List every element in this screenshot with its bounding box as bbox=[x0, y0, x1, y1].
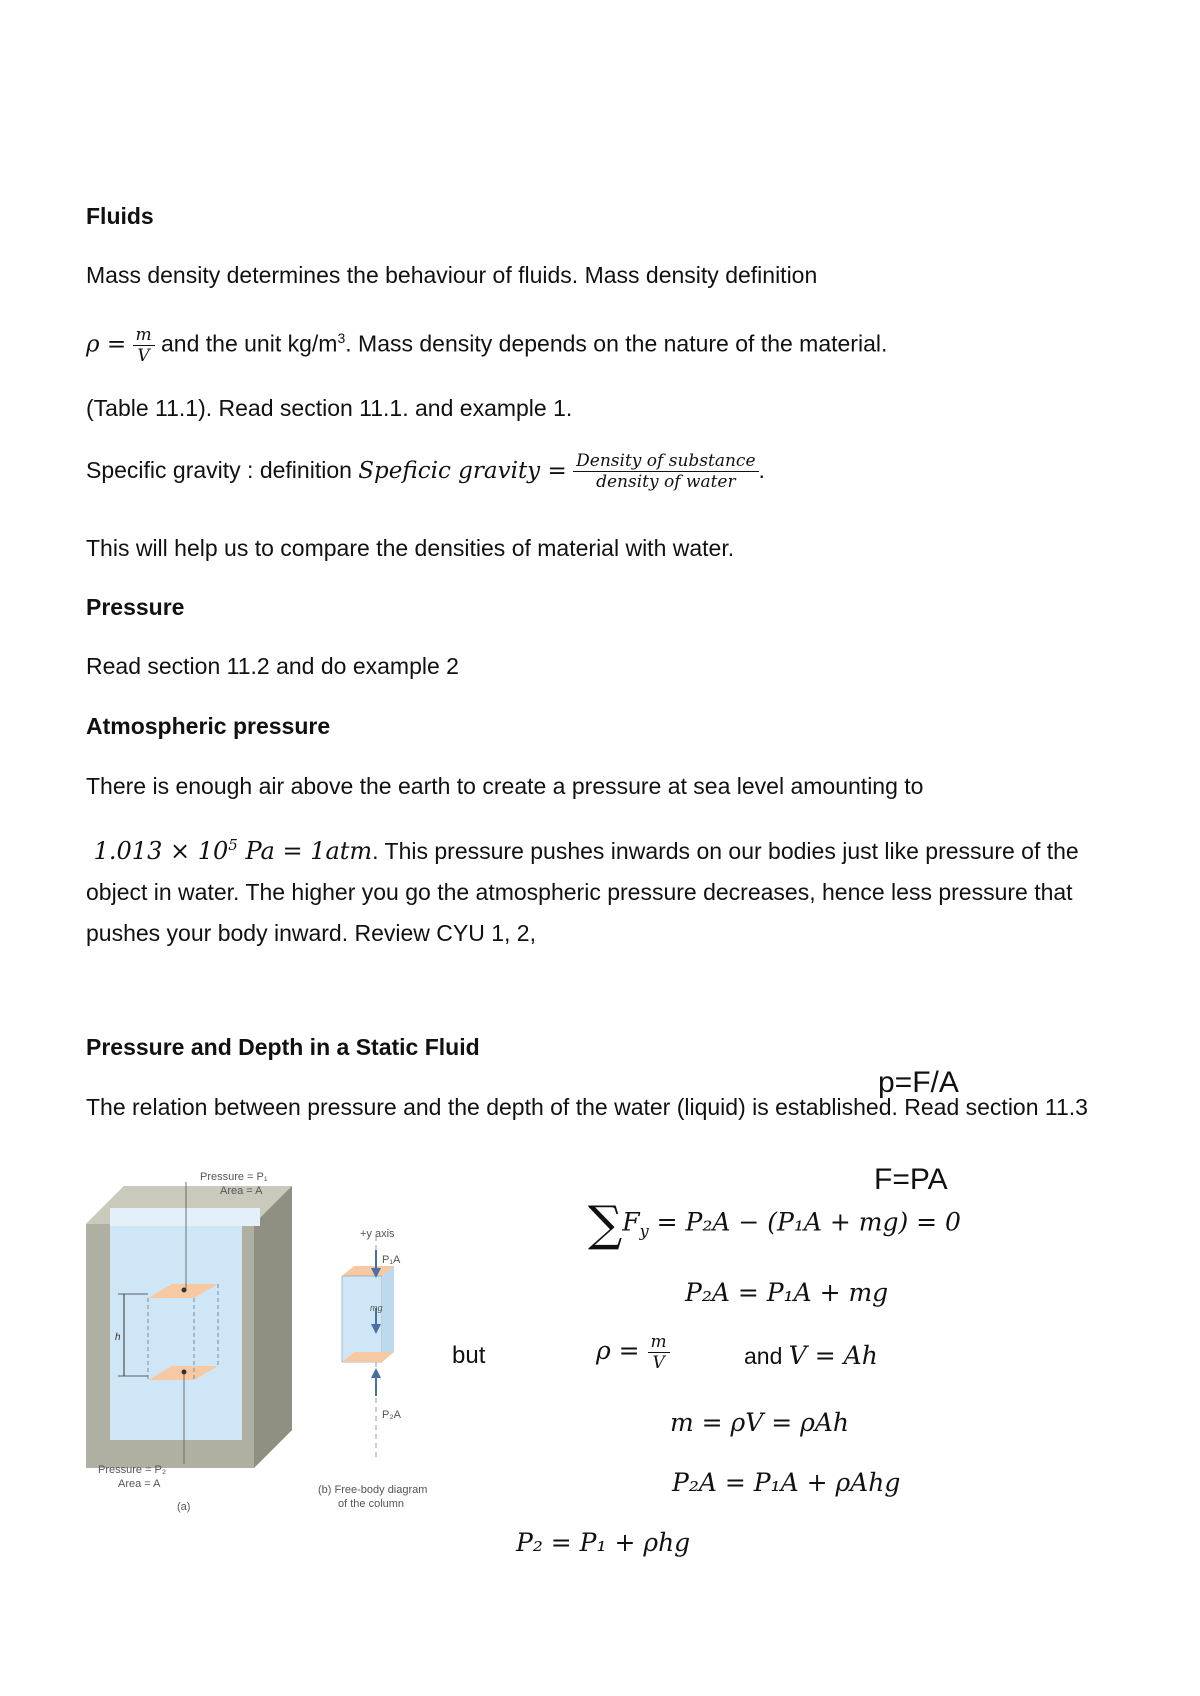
equation-mass: m = ρV = ρAh bbox=[670, 1408, 849, 1437]
heading-pressure-depth: Pressure and Depth in a Static Fluid bbox=[86, 1034, 480, 1060]
density-numerator: m bbox=[133, 325, 155, 346]
specific-gravity-numerator: Density of substance bbox=[573, 451, 758, 472]
paragraph-depth: The relation between pressure and the depth of the water (liquid) is established. Read section 11.3 bbox=[86, 1094, 1088, 1120]
fbd-axis-label: +y axis bbox=[360, 1228, 395, 1240]
fbd-force-top: P₁A bbox=[382, 1254, 401, 1266]
paragraph-atmospheric-1: There is enough air above the earth to create a pressure at sea level amounting to bbox=[86, 773, 924, 799]
water-inner-opening bbox=[110, 1208, 260, 1226]
water-body bbox=[110, 1224, 242, 1440]
container-wall-right bbox=[254, 1186, 292, 1468]
heading-fluids: Fluids bbox=[86, 203, 154, 229]
sum-symbol: ∑ bbox=[588, 1196, 623, 1252]
fbd-force-mg: mg bbox=[370, 1303, 383, 1313]
figure-top-pressure-label: Pressure = P₁ bbox=[200, 1171, 268, 1183]
figure-fluid-column bbox=[80, 1168, 300, 1473]
label-but: but bbox=[452, 1342, 486, 1369]
note-p-equals-f-over-a: p=F/A bbox=[878, 1066, 959, 1099]
equation-rho: ρ = $\frac{m}{V}$ bbox=[596, 1332, 670, 1373]
figure-free-body-diagram bbox=[336, 1228, 416, 1468]
equation-p2a-rho: P₂A = P₁A + ρAhg bbox=[672, 1468, 901, 1497]
equation-sum-forces: $\sum F_y = P_2A - (P_1A + mg) = 0$ bbox=[588, 1196, 961, 1252]
atm-value: $1.013 \times 10^5$ Pa = 1atm bbox=[93, 836, 373, 865]
paragraph-mass-density: Mass density determines the behaviour of fluids. Mass density definition bbox=[86, 262, 818, 288]
note-f-equals-pa: F=PA bbox=[874, 1163, 948, 1196]
fbd-caption-2: of the column bbox=[338, 1498, 405, 1510]
specific-gravity-line bbox=[86, 448, 765, 493]
paragraph-compare: This will help us to compare the densities of material with water. bbox=[86, 535, 735, 561]
density-text-b: . Mass density depends on the nature of the material. bbox=[345, 330, 888, 357]
figure-top-area-label: Area = A bbox=[220, 1185, 263, 1197]
rho-fraction: $\frac{m}{V}$ bbox=[648, 1332, 670, 1373]
atm-text: . This pressure pushes inwards on our bodies just like pressure of the object in water. The higher you go the atmospheric pressure decreases, hence less pressure that pushes your body inward. Review CYU 1, 2, bbox=[86, 838, 1079, 946]
paragraph-atmospheric-2 bbox=[86, 825, 1126, 954]
figure-caption-a: (a) bbox=[177, 1501, 191, 1513]
density-fraction bbox=[133, 325, 155, 366]
density-definition bbox=[86, 316, 887, 367]
specific-gravity-fraction bbox=[573, 451, 758, 492]
specific-gravity-label: Specific gravity : definition bbox=[86, 457, 359, 483]
density-lhs: ρ = bbox=[86, 331, 127, 358]
specific-gravity-end: . bbox=[758, 457, 765, 483]
unit-superscript: 3 bbox=[337, 330, 346, 346]
density-denominator: V bbox=[137, 346, 150, 367]
equation-final: P₂ = P₁ + ρhg bbox=[516, 1528, 691, 1557]
heading-pressure: Pressure bbox=[86, 594, 185, 620]
paragraph-pressure: Read section 11.2 and do example 2 bbox=[86, 653, 459, 679]
paragraph-table-ref: (Table 11.1). Read section 11.1. and example 1. bbox=[86, 395, 573, 421]
specific-gravity-math: Speficic gravity bbox=[358, 458, 541, 484]
fbd-force-bottom: P₂A bbox=[382, 1409, 401, 1421]
equation-volume: and V = Ah bbox=[744, 1341, 878, 1370]
figure-bottom-area-label: Area = A bbox=[118, 1478, 161, 1490]
figure-bottom-pressure-label: Pressure = P₂ bbox=[98, 1464, 167, 1476]
column-box-side bbox=[382, 1266, 394, 1362]
heading-atmospheric-pressure: Atmospheric pressure bbox=[86, 713, 331, 739]
h-label: h bbox=[115, 1332, 121, 1343]
specific-gravity-eq: = bbox=[540, 458, 567, 484]
fbd-caption-1: (b) Free-body diagram bbox=[318, 1484, 428, 1496]
equation-p2a-mg: P₂A = P₁A + mg bbox=[685, 1278, 889, 1307]
density-unit-text: and the unit kg/m bbox=[161, 330, 338, 357]
specific-gravity-denominator: density of water bbox=[596, 472, 736, 493]
